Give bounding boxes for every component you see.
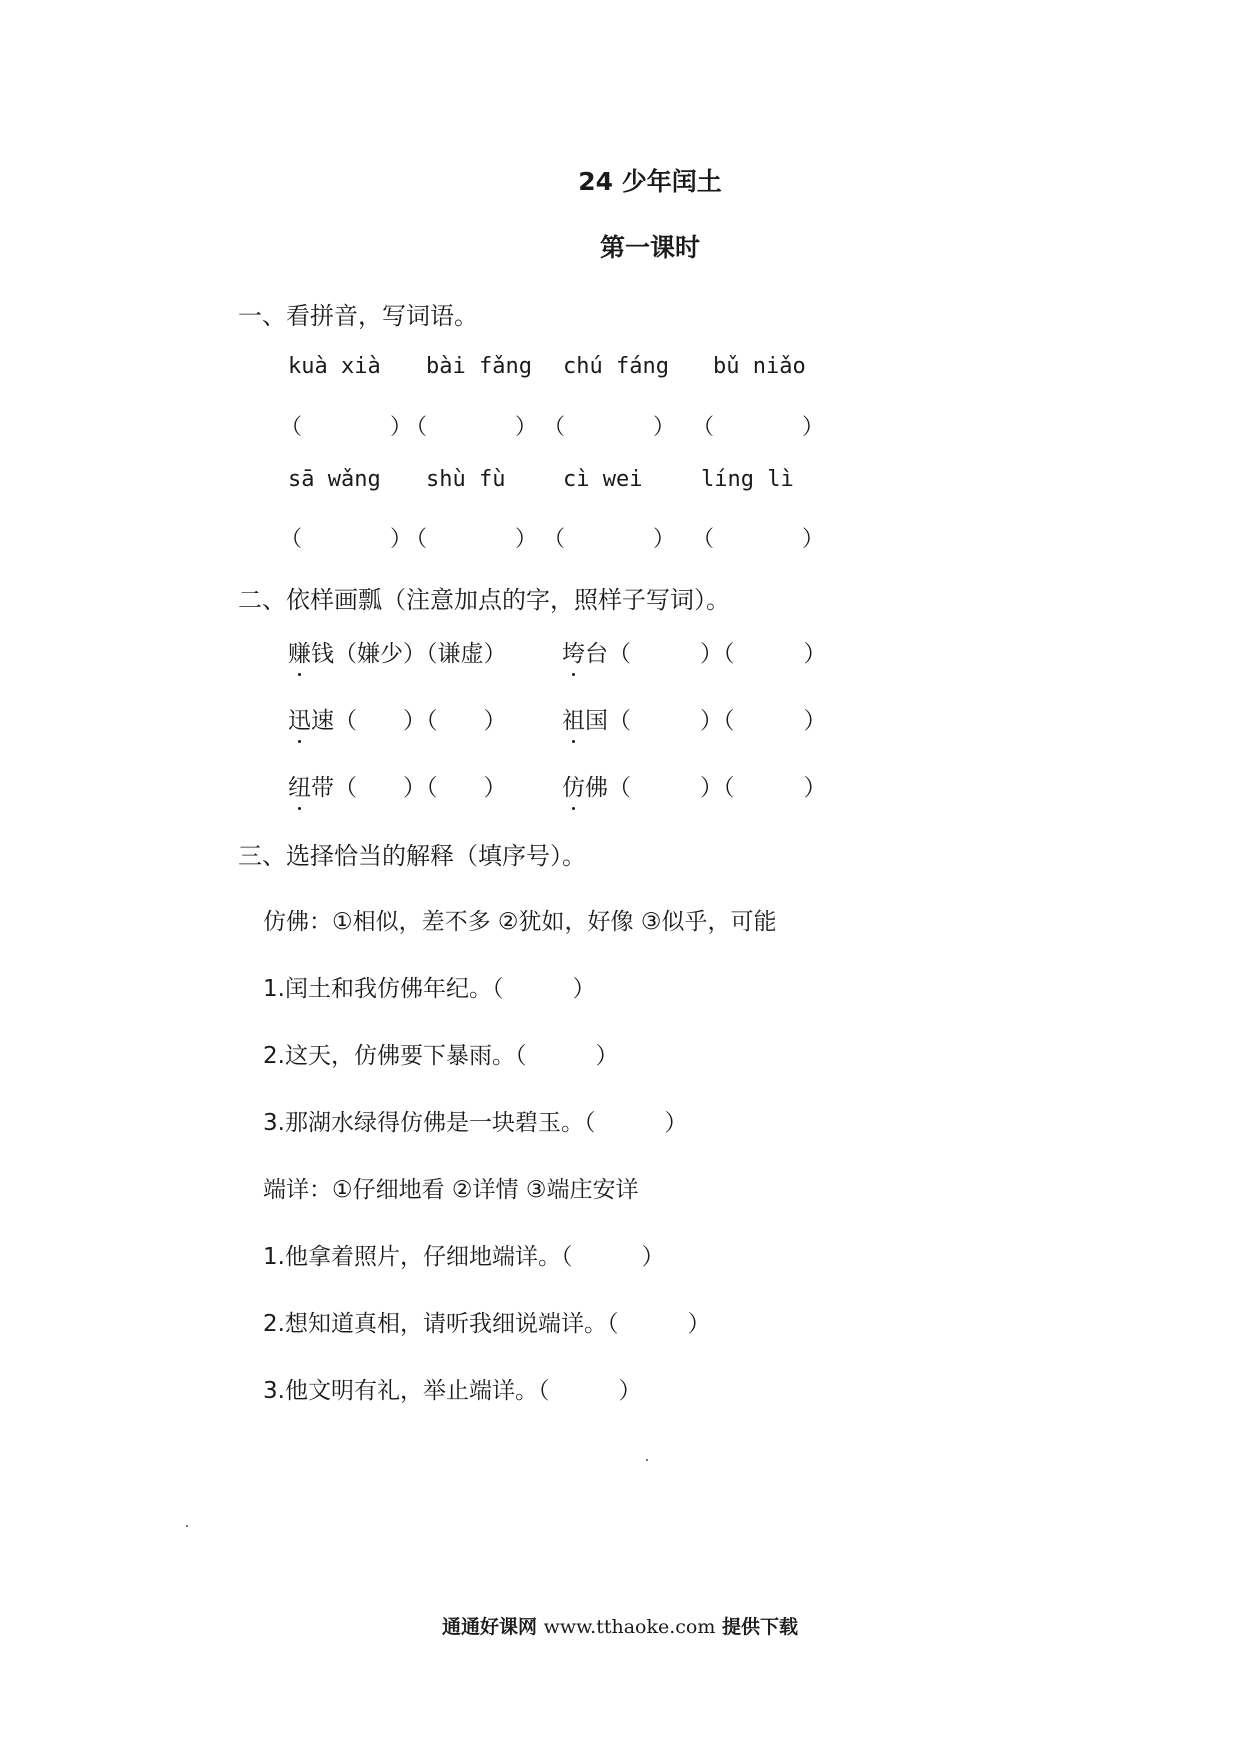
answer-blank[interactable]: （ ）	[692, 415, 825, 440]
answer-blank[interactable]: （ ）	[543, 527, 676, 552]
word-pattern-item[interactable]	[562, 635, 827, 668]
footer-suffix: 提供下载	[722, 1616, 799, 1638]
dotted-char: 迅	[288, 708, 311, 734]
answer-blank[interactable]: （ ）	[405, 415, 538, 440]
dotted-char: 仿	[562, 775, 585, 801]
pinyin-item: shù fù	[426, 467, 506, 492]
answer-blank[interactable]: （ ）	[280, 415, 413, 440]
answer-blanks[interactable]: （ ）（ ）	[608, 708, 827, 734]
page-title: 24 少年闰土	[578, 167, 722, 196]
dotted-char: 祖	[562, 708, 585, 734]
word-rest: 速	[311, 708, 334, 734]
word-pattern-item	[288, 635, 507, 668]
dotted-char: 赚	[288, 641, 311, 667]
footer-brand: 通通好课网	[441, 1616, 537, 1638]
pinyin-item: líng lì	[701, 467, 794, 492]
question-item[interactable]: 1.他拿着照片，仔细地端详。（ ）	[263, 1244, 665, 1270]
pinyin-item: cì wei	[563, 467, 643, 492]
lesson-subtitle: 第一课时	[599, 233, 700, 262]
question-item[interactable]: 3.那湖水绿得仿佛是一块碧玉。（ ）	[263, 1110, 688, 1136]
scan-speck	[646, 1459, 648, 1461]
word-rest: 带	[311, 775, 334, 801]
definition-duanxiang: 端详：①仔细地看 ②详情 ③端庄安详	[263, 1177, 639, 1203]
word-rest: 钱	[311, 641, 334, 667]
answer-blank[interactable]: （ ）	[405, 527, 538, 552]
word-rest: 台	[585, 641, 608, 667]
pinyin-item: bài fǎng	[426, 354, 532, 379]
answer-blank[interactable]: （ ）	[543, 415, 676, 440]
answer-blanks[interactable]: （ ）（ ）	[334, 708, 507, 734]
footer	[0, 1612, 1240, 1639]
pinyin-item: bǔ niǎo	[713, 354, 806, 379]
dotted-char: 垮	[562, 641, 585, 667]
scan-speck	[186, 1525, 188, 1527]
section1-heading: 一、看拼音，写词语。	[238, 302, 478, 330]
question-item[interactable]: 2.这天，仿佛要下暴雨。（ ）	[263, 1043, 619, 1069]
answer-blanks[interactable]: （ ）（ ）	[608, 775, 827, 801]
answer-blanks[interactable]: （ ）（ ）	[334, 775, 507, 801]
word-pattern-item[interactable]	[562, 769, 827, 802]
word-rest: 国	[585, 708, 608, 734]
section2-heading: 二、依样画瓢（注意加点的字，照样子写词）。	[238, 586, 730, 614]
question-item[interactable]: 2.想知道真相，请听我细说端详。（ ）	[263, 1311, 711, 1337]
pinyin-item: chú fáng	[563, 354, 669, 379]
answer-blanks[interactable]: （ ）（ ）	[608, 641, 827, 667]
answer-blank[interactable]: （ ）	[692, 527, 825, 552]
pinyin-item: sā wǎng	[288, 467, 381, 492]
section3-heading: 三、选择恰当的解释（填序号）。	[238, 842, 586, 870]
pinyin-item: kuà xià	[288, 354, 381, 379]
example-words: （嫌少）（谦虚）	[334, 641, 507, 667]
question-item[interactable]: 1.闰土和我仿佛年纪。（ ）	[263, 976, 596, 1002]
question-item[interactable]: 3.他文明有礼，举止端详。（ ）	[263, 1378, 642, 1404]
definition-fangfu: 仿佛：①相似，差不多 ②犹如，好像 ③似乎，可能	[263, 909, 777, 935]
answer-blank[interactable]: （ ）	[280, 527, 413, 552]
word-rest: 佛	[585, 775, 608, 801]
dotted-char: 纽	[288, 775, 311, 801]
word-pattern-item[interactable]	[562, 702, 827, 735]
word-pattern-item[interactable]	[288, 702, 507, 735]
word-pattern-item[interactable]	[288, 769, 507, 802]
footer-url[interactable]: www.tthaoke.com	[543, 1616, 716, 1638]
